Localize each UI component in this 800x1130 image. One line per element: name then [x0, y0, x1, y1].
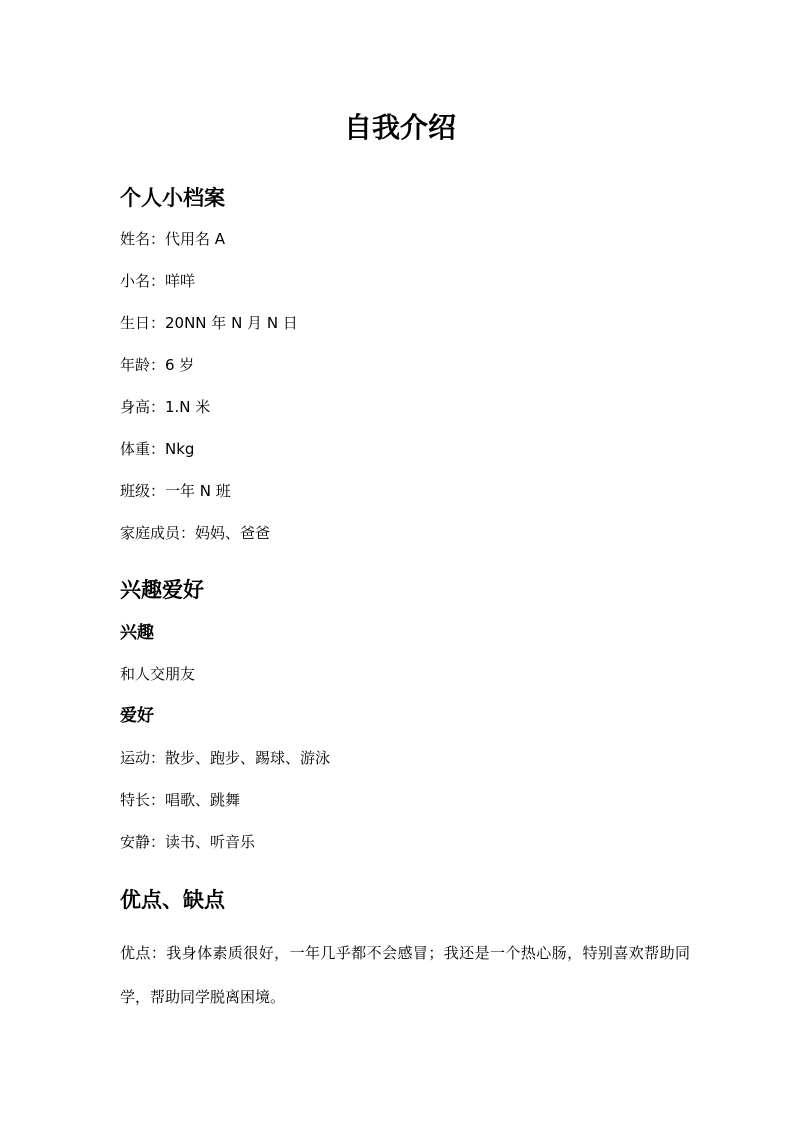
interest-text: 和人交朋友 — [120, 665, 196, 683]
profile-line-age: 年龄：6 岁 — [120, 356, 195, 374]
profile-line-name: 姓名：代用名 A — [120, 230, 226, 248]
profile-line-class: 班级：一年 N 班 — [120, 482, 231, 500]
pros-paragraph: 优点：我身体素质很好，一年几乎都不会感冒；我还是一个热心肠，特别喜欢帮助同学，帮助同学脱离困境。 — [120, 944, 690, 1006]
hobby-line-talent: 特长：唱歌、跳舞 — [120, 791, 241, 809]
hobby-line-sports: 运动：散步、跑步、踢球、游泳 — [120, 749, 331, 767]
profile-line-family: 家庭成员：妈妈、爸爸 — [120, 524, 271, 542]
section-heading-profile: 个人小档案 — [120, 186, 225, 210]
document-title: 自我介绍 — [343, 111, 456, 144]
profile-line-birthday: 生日：20NN 年 N 月 N 日 — [120, 314, 298, 332]
profile-line-nickname: 小名：咩咩 — [120, 272, 196, 290]
section-heading-hobbies: 兴趣爱好 — [120, 578, 204, 602]
profile-line-weight: 体重：Nkg — [120, 440, 195, 458]
section-heading-pros-cons: 优点、缺点 — [120, 888, 225, 912]
subheading-hobby: 爱好 — [120, 706, 154, 726]
profile-line-height: 身高：1.N 米 — [120, 398, 211, 416]
hobby-line-quiet: 安静：读书、听音乐 — [120, 833, 256, 851]
subheading-interest: 兴趣 — [120, 623, 154, 643]
